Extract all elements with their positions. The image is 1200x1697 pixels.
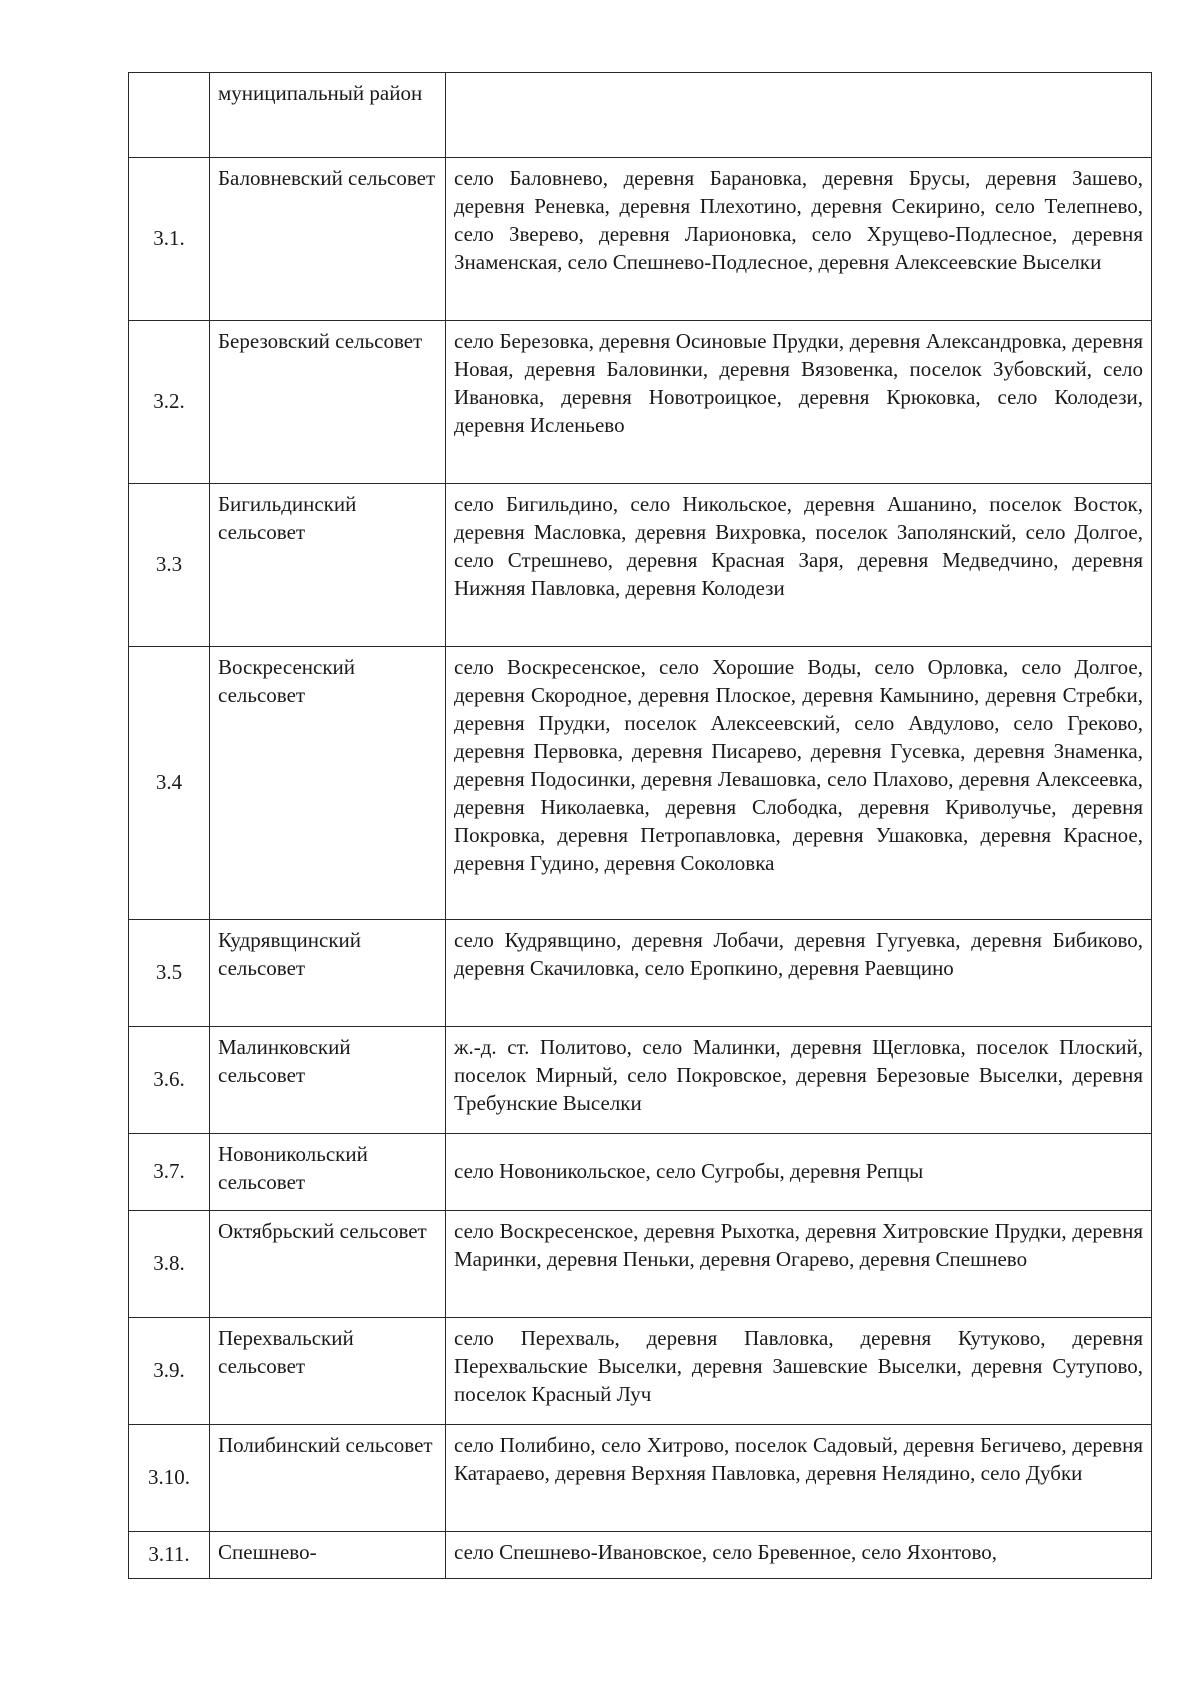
settlements-list: село Баловнево, деревня Барановка, деревня Брусы, деревня Зашево, деревня Реневка, деревня Плехотино, деревня Секирино, село Телепнево, село Зверево, деревня Ларионовка, село Хрущево-Подлесное, деревня Знаменская, село Спешнево-Подлесное, деревня Алексеевские Выселки	[446, 158, 1152, 321]
settlements-list: село Полибино, село Хитрово, поселок Садовый, деревня Бегичево, деревня Катараево, деревня Верхняя Павловка, деревня Нелядино, село Дубки	[446, 1425, 1152, 1532]
row-number: 3.2.	[129, 321, 210, 484]
table-row	[129, 920, 1152, 1027]
row-number: 3.9.	[129, 1318, 210, 1425]
settlements-list: село Березовка, деревня Осиновые Прудки, деревня Александровка, деревня Новая, деревня Баловинки, деревня Вязовенка, поселок Зубовский, село Ивановка, деревня Новотроицкое, деревня Крюковка, село Колодези, деревня Исленьево	[446, 321, 1152, 484]
table-row	[129, 1425, 1152, 1532]
municipality-name: Воскресенский сельсовет	[210, 647, 446, 920]
municipality-name: Бигильдинский сельсовет	[210, 484, 446, 647]
municipality-name: Спешнево-	[210, 1532, 446, 1579]
settlements-list: село Спешнево-Ивановское, село Бревенное, село Яхонтово,	[446, 1532, 1152, 1579]
table-row	[129, 1134, 1152, 1211]
settlements-list: ж.-д. ст. Политово, село Малинки, деревня Щегловка, поселок Плоский, поселок Мирный, село Покровское, деревня Березовые Выселки, деревня Требунские Выселки	[446, 1027, 1152, 1134]
row-number: 3.10.	[129, 1425, 210, 1532]
row-number: 3.6.	[129, 1027, 210, 1134]
municipality-name: муниципальный район	[210, 73, 446, 158]
row-number: 3.1.	[129, 158, 210, 321]
settlements-list: село Кудрявщино, деревня Лобачи, деревня Гугуевка, деревня Бибиково, деревня Скачиловка, село Еропкино, деревня Раевщино	[446, 920, 1152, 1027]
municipality-name: Малинковский сельсовет	[210, 1027, 446, 1134]
municipality-name: Октябрьский сельсовет	[210, 1211, 446, 1318]
row-number: 3.11.	[129, 1532, 210, 1579]
municipality-name: Перехвальский сельсовет	[210, 1318, 446, 1425]
table-row	[129, 73, 1152, 158]
table-row	[129, 1532, 1152, 1579]
municipality-name: Кудрявщинский сельсовет	[210, 920, 446, 1027]
settlements-list: село Новоникольское, село Сугробы, деревня Репцы	[446, 1134, 1152, 1211]
settlements-list: село Перехваль, деревня Павловка, деревня Кутуково, деревня Перехвальские Выселки, деревня Зашевские Выселки, деревня Сутупово, поселок Красный Луч	[446, 1318, 1152, 1425]
row-number	[129, 73, 210, 158]
settlements-list	[446, 73, 1152, 158]
table-row	[129, 1211, 1152, 1318]
municipality-name: Березовский сельсовет	[210, 321, 446, 484]
row-number: 3.3	[129, 484, 210, 647]
table-row	[129, 1318, 1152, 1425]
table-row	[129, 647, 1152, 920]
table-row	[129, 1027, 1152, 1134]
table-row	[129, 158, 1152, 321]
row-number: 3.4	[129, 647, 210, 920]
municipality-name: Полибинский сельсовет	[210, 1425, 446, 1532]
settlements-list: село Воскресенское, деревня Рыхотка, деревня Хитровские Прудки, деревня Маринки, деревня Пеньки, деревня Огарево, деревня Спешнево	[446, 1211, 1152, 1318]
settlements-table	[128, 72, 1152, 1579]
row-number: 3.7.	[129, 1134, 210, 1211]
table-row	[129, 321, 1152, 484]
row-number: 3.5	[129, 920, 210, 1027]
settlements-list: село Бигильдино, село Никольское, деревня Ашанино, поселок Восток, деревня Масловка, деревня Вихровка, поселок Заполянский, село Долгое, село Стрешнево, деревня Красная Заря, деревня Медведчино, деревня Нижняя Павловка, деревня Колодези	[446, 484, 1152, 647]
municipality-name: Новоникольский сельсовет	[210, 1134, 446, 1211]
row-number: 3.8.	[129, 1211, 210, 1318]
municipality-name: Баловневский сельсовет	[210, 158, 446, 321]
settlements-list: село Воскресенское, село Хорошие Воды, село Орловка, село Долгое, деревня Скородное, деревня Плоское, деревня Камынино, деревня Стребки, деревня Прудки, поселок Алексеевский, село Авдулово, село Греково, деревня Первовка, деревня Писарево, деревня Гусевка, деревня Знаменка, деревня Подосинки, деревня Левашовка, село Плахово, деревня Алексеевка, деревня Николаевка, деревня Слободка, деревня Криволучье, деревня Покровка, деревня Петропавловка, деревня Ушаковка, деревня Красное, деревня Гудино, деревня Соколовка	[446, 647, 1152, 920]
table-row	[129, 484, 1152, 647]
